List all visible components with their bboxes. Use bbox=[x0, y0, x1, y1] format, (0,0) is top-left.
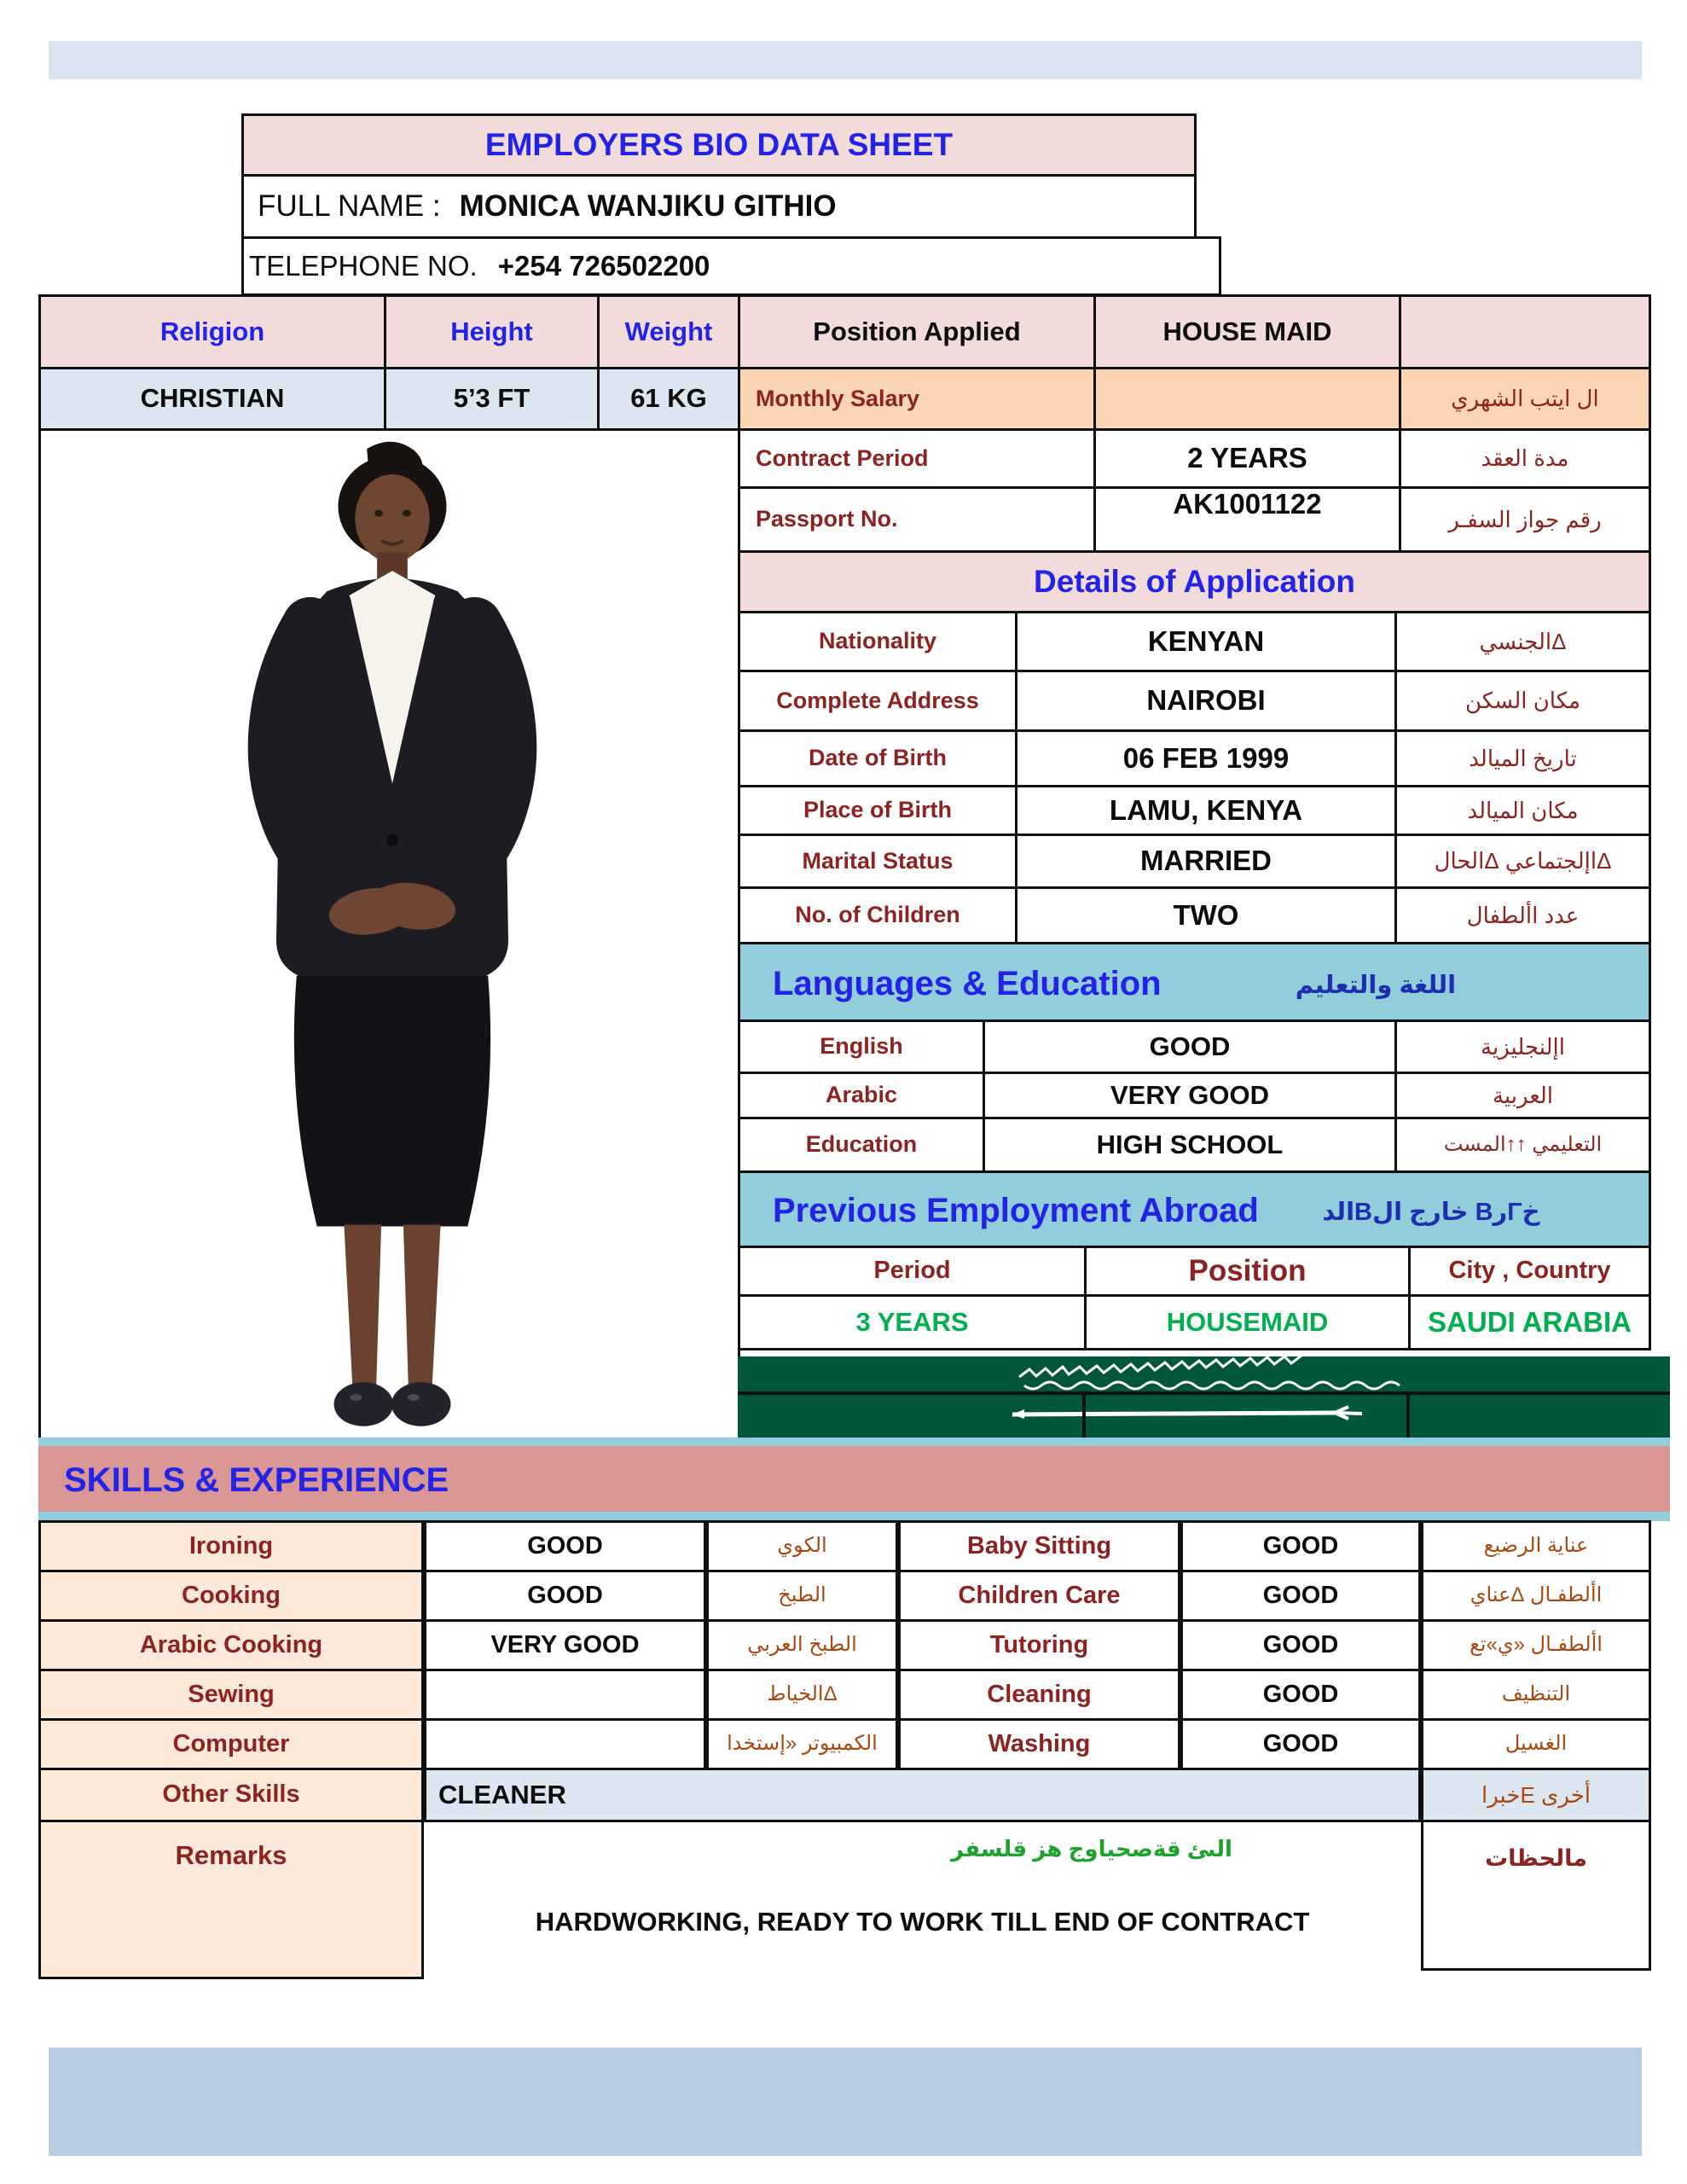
nationality-label-cell bbox=[738, 611, 1017, 672]
ironing-arabic: الكوي bbox=[777, 1534, 827, 1558]
cleaning-label-cell bbox=[898, 1669, 1180, 1721]
ironing-value: GOOD bbox=[527, 1531, 603, 1560]
pob-label: Place of Birth bbox=[803, 797, 953, 823]
nationality-value: KENYAN bbox=[1147, 624, 1265, 657]
applicant-photo bbox=[38, 428, 740, 1440]
education-arabic-cell bbox=[1394, 1117, 1651, 1173]
tutoring-value: GOOD bbox=[1262, 1630, 1339, 1658]
position-value-cell bbox=[1093, 294, 1401, 369]
remarks-arabic-note-text: الىئ قةصحياوج هز قلسفر bbox=[951, 1836, 1232, 1862]
children-arabic: عدد األطفال bbox=[1466, 902, 1580, 928]
height-label: Height bbox=[450, 316, 533, 346]
cleaning-value: GOOD bbox=[1262, 1680, 1339, 1708]
dob-arabic: تاريخ الميالد bbox=[1469, 745, 1577, 771]
tutoring-arabic-cell bbox=[1421, 1619, 1651, 1671]
contract-period-arabic-cell bbox=[1399, 428, 1651, 489]
languages-title-arabic: اللغة والتعليم bbox=[1295, 972, 1457, 999]
position-header-cell bbox=[1084, 1246, 1411, 1297]
height-header-cell bbox=[384, 294, 600, 369]
arabic-cooking-label: Arabic Cooking bbox=[139, 1630, 323, 1658]
computer-label: Computer bbox=[172, 1729, 290, 1757]
education-value-cell bbox=[983, 1117, 1397, 1173]
languages-title: Languages & Education bbox=[773, 965, 1162, 1002]
weight-header-cell bbox=[597, 294, 740, 369]
children-value: TWO bbox=[1173, 898, 1239, 931]
other-skills-value: CLEANER bbox=[438, 1779, 566, 1809]
arabic-cooking-label-cell bbox=[38, 1619, 424, 1671]
pob-label-cell bbox=[738, 785, 1017, 836]
childrencare-label-cell bbox=[898, 1570, 1180, 1622]
contract-period-label-cell bbox=[738, 428, 1096, 489]
position-applied-label: Position Applied bbox=[813, 316, 1021, 346]
ironing-label: Ironing bbox=[188, 1531, 274, 1560]
computer-value-cell bbox=[424, 1718, 706, 1770]
computer-arabic: الكمبيوتر «إستخدا bbox=[727, 1732, 878, 1756]
pob-value-cell bbox=[1015, 785, 1397, 836]
computer-label-cell bbox=[38, 1718, 424, 1770]
nationality-label: Nationality bbox=[818, 628, 937, 654]
sewing-value-cell bbox=[424, 1669, 706, 1721]
pob-arabic: مكان الميالد bbox=[1467, 797, 1579, 823]
other-skills-value-cell bbox=[424, 1768, 1421, 1822]
monthly-salary-value-cell bbox=[1093, 367, 1401, 431]
arabic-cooking-value: VERY GOOD bbox=[490, 1630, 640, 1658]
saudi-arabia-flag bbox=[738, 1356, 1670, 1438]
full-name-value: MONICA WANJIKU GITHIO bbox=[459, 189, 837, 223]
marital-value: MARRIED bbox=[1140, 845, 1272, 877]
city-country-header: City , Country bbox=[1448, 1257, 1611, 1285]
height-value-cell bbox=[384, 367, 600, 431]
arabic-value: VERY GOOD bbox=[1110, 1079, 1270, 1110]
children-value-cell bbox=[1015, 886, 1397, 944]
sewing-arabic-cell bbox=[706, 1669, 898, 1721]
telephone-value: +254 726502200 bbox=[497, 249, 710, 282]
marital-arabic-cell bbox=[1394, 834, 1651, 889]
babysitting-arabic: عناية الرضيع bbox=[1483, 1534, 1589, 1558]
address-value-cell bbox=[1015, 670, 1397, 732]
remarks-arabic-cell bbox=[1421, 1820, 1651, 1971]
childrencare-value-cell bbox=[1180, 1570, 1421, 1622]
remarks-label: Remarks bbox=[175, 1840, 287, 1870]
passport-label: Passport No. bbox=[756, 506, 898, 532]
address-label-cell bbox=[738, 670, 1017, 732]
washing-value: GOOD bbox=[1262, 1729, 1339, 1757]
arabic-cooking-value-cell bbox=[424, 1619, 706, 1671]
position-arabic-cell bbox=[1399, 294, 1651, 369]
position-value: HOUSE MAID bbox=[1162, 316, 1332, 346]
remarks-label-cell bbox=[38, 1820, 424, 1979]
position-abroad-value: HOUSEMAID bbox=[1166, 1306, 1329, 1337]
marital-value-cell bbox=[1015, 834, 1397, 889]
previous-employment-title-arabic: خΓرB خارج الBالد bbox=[1322, 1199, 1540, 1226]
dob-arabic-cell bbox=[1394, 729, 1651, 787]
english-label: English bbox=[820, 1033, 903, 1060]
tutoring-label-cell bbox=[898, 1619, 1180, 1671]
education-value: HIGH SCHOOL bbox=[1096, 1129, 1284, 1159]
cooking-value: GOOD bbox=[527, 1581, 603, 1609]
washing-arabic-cell bbox=[1421, 1718, 1651, 1770]
telephone-label: TELEPHONE NO. bbox=[249, 249, 478, 282]
cleaning-arabic-cell bbox=[1421, 1669, 1651, 1721]
cleaning-value-cell bbox=[1180, 1669, 1421, 1721]
religion-label: Religion bbox=[159, 316, 265, 346]
other-skills-arabic: أخرى Eخبرا bbox=[1481, 1781, 1591, 1808]
sewing-label-cell bbox=[38, 1669, 424, 1721]
arabic-label: Arabic bbox=[825, 1082, 898, 1108]
sheet-title: EMPLOYERS BIO DATA SHEET bbox=[484, 126, 954, 162]
cleaning-label: Cleaning bbox=[987, 1680, 1092, 1708]
ironing-value-cell bbox=[424, 1520, 706, 1572]
address-arabic-cell bbox=[1394, 670, 1651, 732]
english-arabic-cell bbox=[1394, 1019, 1651, 1074]
tutoring-label: Tutoring bbox=[989, 1630, 1089, 1658]
arabic-arabic-cell bbox=[1394, 1072, 1651, 1119]
previous-employment-band bbox=[738, 1170, 1651, 1248]
babysitting-value-cell bbox=[1180, 1520, 1421, 1572]
period-value-cell bbox=[738, 1294, 1087, 1350]
marital-arabic: Δاإلجتماعي Δالحال bbox=[1434, 848, 1612, 874]
passport-value: AK1001122 bbox=[1173, 488, 1322, 520]
passport-arabic: رقم جواز السفـر bbox=[1448, 506, 1602, 532]
religion-value-cell bbox=[38, 367, 386, 431]
monthly-salary-arabic-cell bbox=[1399, 367, 1651, 431]
ironing-label-cell bbox=[38, 1520, 424, 1572]
arabic-cooking-arabic: الطبخ العربي bbox=[747, 1633, 857, 1657]
applicant-photo-drawing bbox=[41, 431, 738, 1438]
top-decor-bar bbox=[49, 41, 1642, 79]
cooking-arabic-cell bbox=[706, 1570, 898, 1622]
nationality-value-cell bbox=[1015, 611, 1397, 672]
cooking-label-cell bbox=[38, 1570, 424, 1622]
cooking-arabic: الطبخ bbox=[778, 1583, 826, 1607]
babysitting-arabic-cell bbox=[1421, 1520, 1651, 1572]
address-arabic: مكان السكن bbox=[1465, 688, 1581, 714]
babysitting-label-cell bbox=[898, 1520, 1180, 1572]
full-name-label: FULL NAME : bbox=[258, 189, 441, 223]
sheet-title-row bbox=[241, 113, 1197, 177]
contract-period-value: 2 YEARS bbox=[1187, 442, 1307, 474]
telephone-row bbox=[241, 236, 1221, 296]
computer-arabic-cell bbox=[706, 1718, 898, 1770]
period-header: Period bbox=[873, 1257, 951, 1285]
remarks-arabic-note bbox=[768, 1836, 1416, 1862]
babysitting-value: GOOD bbox=[1262, 1531, 1339, 1560]
arabic-label-cell bbox=[738, 1072, 985, 1119]
marital-label-cell bbox=[738, 834, 1017, 889]
english-arabic: اإلنجليزية bbox=[1481, 1033, 1565, 1060]
contract-period-arabic: مدة العقد bbox=[1481, 445, 1569, 472]
education-label-cell bbox=[738, 1117, 985, 1173]
contract-period-value-cell bbox=[1093, 428, 1401, 489]
city-country-header-cell bbox=[1408, 1246, 1651, 1297]
weight-value: 61 KG bbox=[630, 383, 707, 414]
dob-label-cell bbox=[738, 729, 1017, 787]
cooking-label: Cooking bbox=[182, 1581, 281, 1609]
nationality-arabic-cell bbox=[1394, 611, 1651, 672]
remarks-arabic-label: مالحظات bbox=[1484, 1845, 1588, 1871]
children-label: No. of Children bbox=[795, 902, 960, 928]
monthly-salary-label: Monthly Salary bbox=[756, 385, 920, 411]
monthly-salary-arabic: ال ايتب الشهري bbox=[1451, 386, 1599, 412]
religion-value: CHRISTIAN bbox=[140, 383, 285, 414]
sewing-arabic: Δالخياط bbox=[767, 1682, 838, 1706]
childrencare-arabic-cell bbox=[1421, 1570, 1651, 1622]
dob-value-cell bbox=[1015, 729, 1397, 787]
childrencare-label: Children Care bbox=[958, 1581, 1121, 1609]
city-country-value-cell bbox=[1408, 1294, 1651, 1350]
other-skills-label-cell bbox=[38, 1768, 424, 1822]
period-header-cell bbox=[738, 1246, 1087, 1297]
arabic-arabic: العربية bbox=[1492, 1082, 1554, 1108]
children-arabic-cell bbox=[1394, 886, 1651, 944]
details-title: Details of Application bbox=[1034, 563, 1355, 599]
skills-band bbox=[38, 1446, 1670, 1513]
city-country-value: SAUDI ARABIA bbox=[1428, 1305, 1632, 1338]
ironing-arabic-cell bbox=[706, 1520, 898, 1572]
washing-label-cell bbox=[898, 1718, 1180, 1770]
passport-value-cell bbox=[1093, 486, 1401, 553]
address-value: NAIROBI bbox=[1146, 684, 1266, 717]
cooking-value-cell bbox=[424, 1570, 706, 1622]
english-label-cell bbox=[738, 1019, 985, 1074]
education-arabic: التعليمي ↑↑المست bbox=[1443, 1132, 1603, 1156]
pob-arabic-cell bbox=[1394, 785, 1651, 836]
religion-header-cell bbox=[38, 294, 386, 369]
bottom-decor-bar bbox=[49, 2048, 1642, 2156]
dob-label: Date of Birth bbox=[809, 745, 947, 771]
sewing-label: Sewing bbox=[188, 1680, 275, 1708]
babysitting-label: Baby Sitting bbox=[966, 1531, 1112, 1560]
remarks-value: HARDWORKING, READY TO WORK TILL END OF CONTRACT bbox=[535, 1907, 1310, 1937]
english-value-cell bbox=[983, 1019, 1397, 1074]
address-label: Complete Address bbox=[776, 687, 979, 713]
english-value: GOOD bbox=[1149, 1031, 1231, 1061]
details-of-application-band bbox=[738, 550, 1651, 613]
position-abroad-value-cell bbox=[1084, 1294, 1411, 1350]
arabic-cooking-arabic-cell bbox=[706, 1619, 898, 1671]
position-header: Position bbox=[1188, 1253, 1307, 1287]
full-name-row bbox=[241, 174, 1197, 239]
children-label-cell bbox=[738, 886, 1017, 944]
period-value: 3 YEARS bbox=[855, 1306, 969, 1337]
height-value: 5’3 FT bbox=[453, 383, 530, 414]
tutoring-value-cell bbox=[1180, 1619, 1421, 1671]
passport-label-cell bbox=[738, 486, 1096, 553]
education-label: Education bbox=[805, 1131, 918, 1158]
tutoring-arabic: األطفـال «ي»تع bbox=[1470, 1633, 1603, 1657]
passport-arabic-cell bbox=[1399, 486, 1651, 553]
childrencare-value: GOOD bbox=[1262, 1581, 1339, 1609]
childrencare-arabic: األطفـال Δعناي bbox=[1470, 1583, 1603, 1607]
other-skills-label: Other Skills bbox=[162, 1780, 300, 1809]
weight-label: Weight bbox=[624, 316, 713, 346]
previous-employment-title: Previous Employment Abroad bbox=[773, 1192, 1259, 1229]
marital-label: Marital Status bbox=[802, 847, 954, 874]
washing-label: Washing bbox=[988, 1729, 1091, 1757]
languages-education-band bbox=[738, 942, 1651, 1022]
arabic-value-cell bbox=[983, 1072, 1397, 1119]
washing-value-cell bbox=[1180, 1718, 1421, 1770]
other-skills-arabic-cell bbox=[1421, 1768, 1651, 1822]
contract-period-label: Contract Period bbox=[756, 444, 929, 471]
washing-arabic: الغسيل bbox=[1504, 1732, 1568, 1756]
pob-value: LAMU, KENYA bbox=[1109, 793, 1303, 826]
skills-title: SKILLS & EXPERIENCE bbox=[64, 1461, 449, 1499]
position-applied-cell bbox=[738, 294, 1096, 369]
weight-value-cell bbox=[597, 367, 740, 431]
cleaning-arabic: التنظيف bbox=[1501, 1682, 1571, 1706]
saudi-flag-art bbox=[738, 1356, 1670, 1438]
nationality-arabic: Δالجنسي bbox=[1479, 628, 1567, 654]
dob-value: 06 FEB 1999 bbox=[1122, 741, 1290, 774]
monthly-salary-label-cell bbox=[738, 367, 1096, 431]
